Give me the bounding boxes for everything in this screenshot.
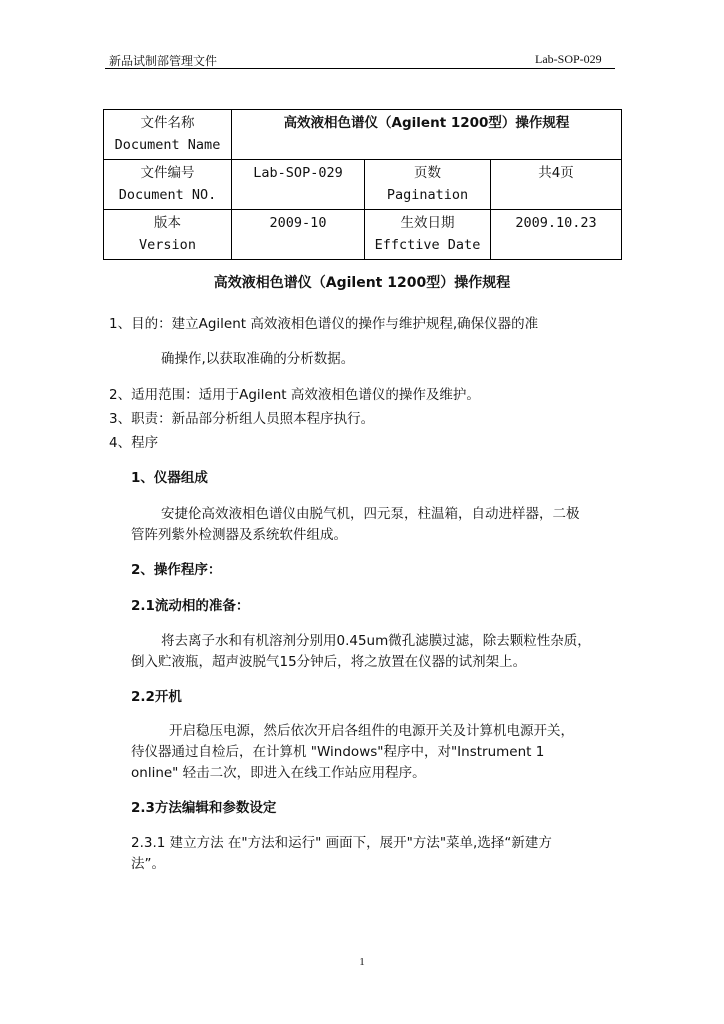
number-value-cell: [232, 160, 365, 210]
version-label-en: Version: [139, 237, 196, 253]
version-label-cell: [104, 210, 232, 260]
name-label-cell: [104, 110, 232, 160]
table-row-name: [104, 110, 622, 160]
name-label-en: Document Name: [114, 137, 221, 153]
effective-label-cell: [365, 210, 491, 260]
section-2-heading: 2、操作程序：: [131, 562, 222, 578]
page-number: 1: [359, 956, 365, 968]
section-2-3-1-line-1: 2.3.1 建立方法 在"方法和运行" 画面下，展开"方法"菜单,选择“新建方: [131, 835, 552, 851]
section-2-1-para-line-1: 将去离子水和有机溶剂分别用0.45um微孔滤膜过滤，除去颗粒性杂质，: [161, 633, 591, 649]
page-label-cell: [365, 160, 491, 210]
section-1-para-line-2: 管阵列紫外检测器及系统软件组成。: [131, 527, 347, 543]
table-row-version: [104, 210, 622, 260]
section-2-3-1-line-2: 法”。: [131, 856, 165, 872]
section-1-heading: 1、仪器组成: [131, 470, 208, 486]
document-title: 高效液相色谱仪（Agilent 1200型）操作规程: [213, 275, 511, 291]
table-row-number: [104, 160, 622, 210]
purpose-line-2: 确操作,以获取准确的分析数据。: [161, 351, 355, 367]
section-2-2-para-line-3: online" 轻击二次，即进入在线工作站应用程序。: [131, 765, 426, 781]
header-rule: [105, 68, 615, 69]
section-2-1-heading: 2.1流动相的准备：: [131, 598, 250, 614]
number-label-cell: [104, 160, 232, 210]
version-value: 2009-10: [269, 215, 327, 231]
document-info-table: [103, 109, 622, 260]
number-value: Lab-SOP-029: [253, 165, 343, 181]
page-label-en: Pagination: [386, 187, 469, 203]
effective-label-en: Effctive Date: [374, 237, 481, 253]
effective-label-cn: 生效日期: [400, 215, 455, 231]
section-2-2-para-line-1: 开启稳压电源，然后依次开启各组件的电源开关及计算机电源开关，: [169, 723, 574, 739]
header-doc-code: Lab-SOP-029: [535, 52, 602, 66]
scope-line: 2、适用范围：适用于Agilent 高效液相色谱仪的操作及维护。: [109, 387, 480, 403]
effective-value: 2009.10.23: [515, 215, 597, 231]
version-label-cn: 版本: [154, 215, 181, 231]
page-label-cn: 页数: [414, 165, 441, 181]
name-label-cn: 文件名称: [140, 115, 195, 131]
duty-line: 3、职责：新品部分析组人员照本程序执行。: [109, 411, 375, 427]
effective-value-cell: [491, 210, 622, 260]
section-2-1-para-line-2: 倒入贮液瓶，超声波脱气15分钟后，将之放置在仪器的试剂架上。: [131, 654, 527, 670]
page-value-cell: [491, 160, 622, 210]
version-value-cell: [232, 210, 365, 260]
number-label-en: Document NO.: [118, 187, 217, 203]
section-2-2-heading: 2.2开机: [131, 689, 182, 705]
section-1-para-line-1: 安捷伦高效液相色谱仪由脱气机，四元泵，柱温箱，自动进样器，二极: [161, 506, 580, 522]
name-value: 高效液相色谱仪（Agilent 1200型）操作规程: [283, 115, 570, 131]
purpose-line-1: 1、目的：建立Agilent 高效液相色谱仪的操作与维护规程,确保仪器的准: [109, 316, 539, 332]
header-department: 新品试制部管理文件: [109, 54, 218, 68]
name-value-cell: [232, 110, 622, 160]
procedure-heading: 4、程序: [109, 435, 159, 451]
page-value: 共4页: [538, 165, 574, 181]
number-label-cn: 文件编号: [140, 165, 195, 181]
section-2-2-para-line-2: 待仪器通过自检后，在计算机 "Windows"程序中，对"Instrument 1: [131, 744, 545, 760]
section-2-3-heading: 2.3方法编辑和参数设定: [131, 800, 277, 816]
